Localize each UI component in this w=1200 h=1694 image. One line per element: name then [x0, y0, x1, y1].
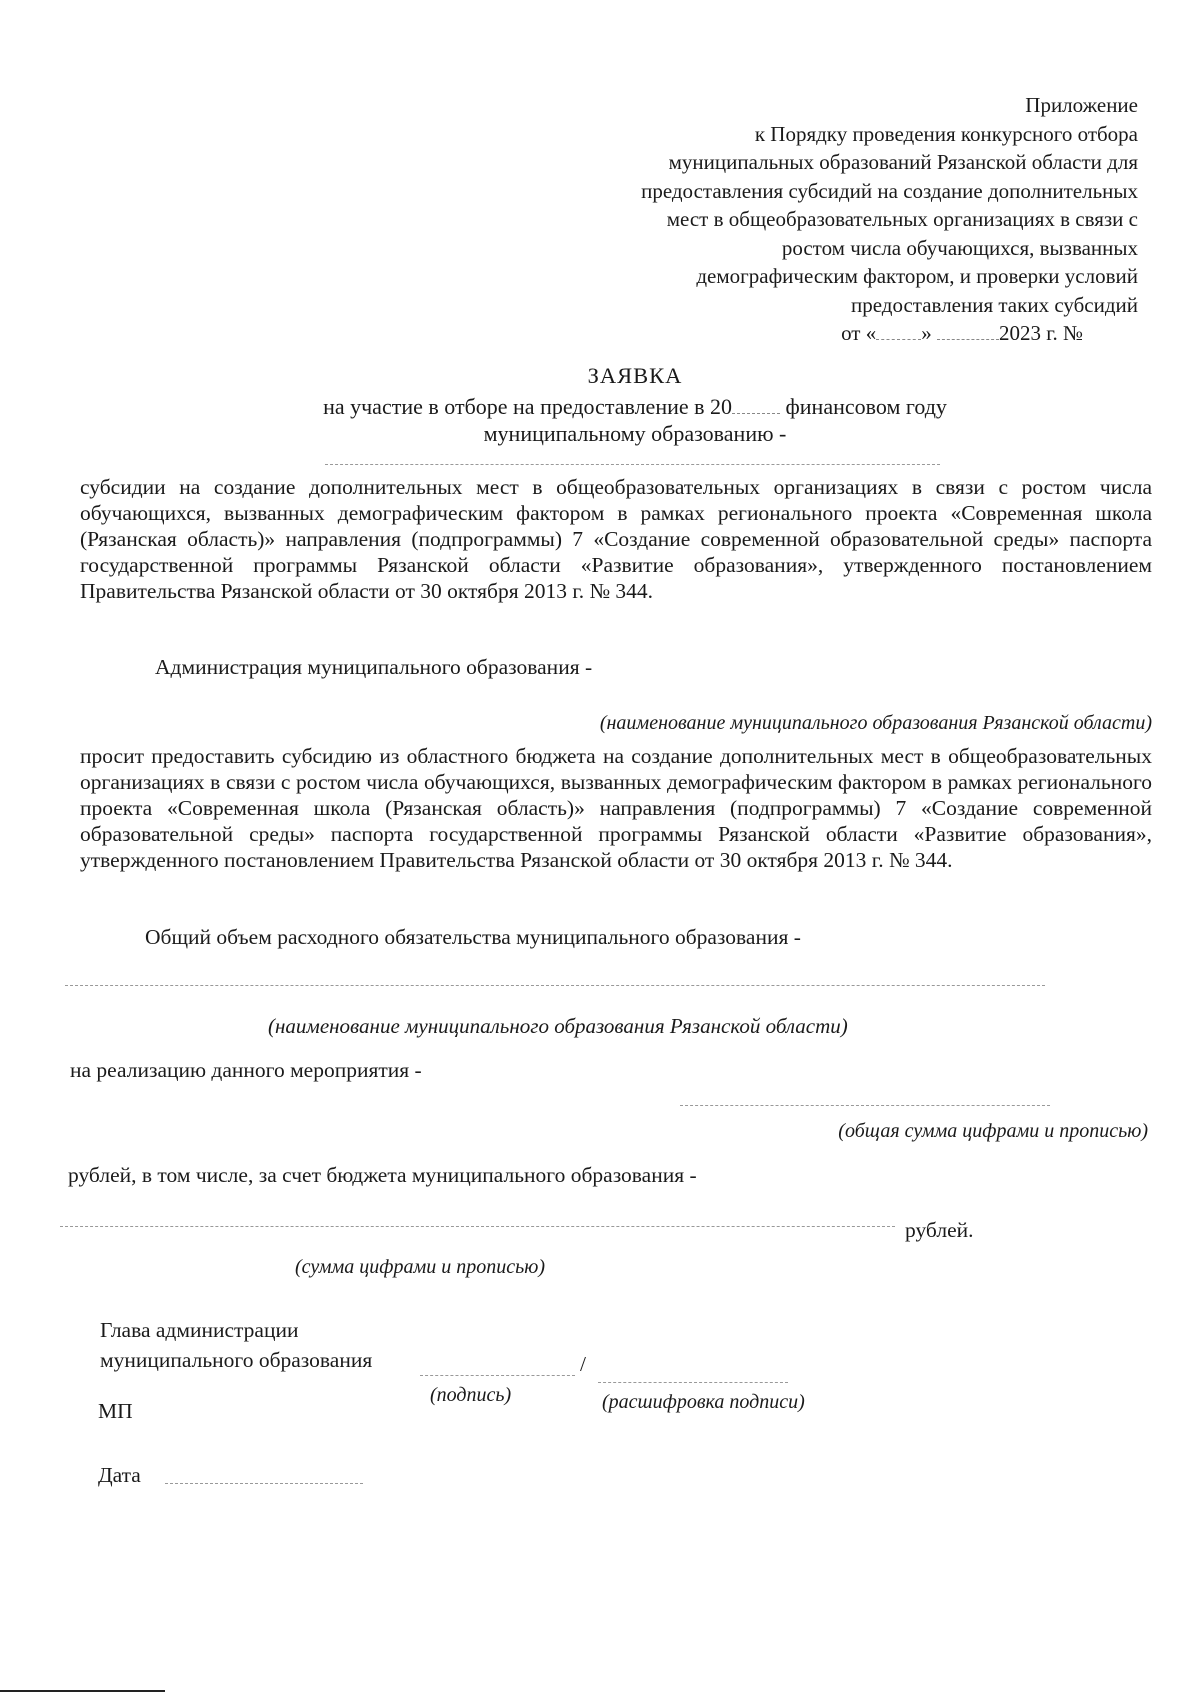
caption-signature: (подпись) — [430, 1384, 512, 1406]
decode-blank — [598, 1382, 788, 1383]
scan-edge-line — [0, 1690, 165, 1692]
budget-sum-blank — [60, 1226, 895, 1227]
appendix-line: мест в общеобразовательных организациях в связи с — [666, 207, 1138, 231]
rubles-label: рублей. — [905, 1218, 974, 1242]
appendix-date-mid: » — [921, 321, 932, 345]
appendix-block — [498, 91, 1138, 348]
appendix-date-year: 2023 г. № — [998, 321, 1083, 345]
doc-title: ЗАЯВКА — [587, 363, 683, 388]
appendix-line: предоставления таких субсидий — [850, 292, 1138, 317]
appendix-line: предоставления субсидий на создание дополнительных — [641, 178, 1138, 203]
mo-name-blank-2 — [65, 985, 1045, 986]
appendix-date-line — [498, 319, 1138, 348]
budget-line: рублей, в том числе, за счет бюджета муниципального образования - — [68, 1163, 697, 1187]
head-title-line1: Глава администрации — [100, 1318, 299, 1342]
caption-mo-name-1: (наименование муниципального образования Рязанской области) — [599, 712, 1152, 734]
subtitle-end: финансовом году — [785, 394, 947, 419]
caption-decode: (расшифровка подписи) — [602, 1391, 805, 1413]
date-blank — [165, 1483, 363, 1484]
year-blank — [732, 397, 780, 414]
paragraph-request: просит предоставить субсидию из областного бюджета на создание дополнительных мест в общеобразовательных организациях в связи с ростом числа обучающихся, вызванных демографическим фактором в рамках регионального проекта «Современная школа (Рязанская область)» направления (подпрограммы) 7 «Создание современной образовательной среды» паспорта государственной программы Рязанской области «Развитие образования», утвержденного постановлением Правительства Рязанской области от 30 октября 2013 г. № 344. — [80, 744, 1152, 872]
head-title-line2: муниципального образования — [100, 1348, 373, 1372]
appendix-date-prefix: от « — [841, 321, 877, 345]
month-blank — [937, 323, 999, 340]
subtitle-start: на участие в отборе на предоставление в 20 — [323, 394, 733, 419]
day-blank — [876, 323, 921, 340]
appendix-line: к Порядку проведения конкурсного отбора — [754, 121, 1138, 146]
stamp-label: МП — [98, 1399, 133, 1423]
date-label: Дата — [98, 1463, 141, 1487]
doc-subtitle — [0, 394, 1200, 420]
appendix-line: ростом числа обучающихся, вызванных — [781, 235, 1138, 260]
event-line: на реализацию данного мероприятия - — [70, 1058, 422, 1082]
appendix-line: демографическим фактором, и проверки условий — [696, 264, 1138, 288]
appendix-line: муниципальных образований Рязанской области для — [668, 150, 1138, 174]
appendix-line: Приложение — [1025, 93, 1138, 117]
signature-blank — [420, 1375, 575, 1376]
doc-subtitle-line2: муниципальному образованию - — [483, 421, 787, 446]
caption-mo-name-2: (наименование муниципального образования Рязанской области) — [268, 1014, 848, 1038]
paragraph-subsidy: субсидии на создание дополнительных мест в общеобразовательных организациях в связи с ростом числа обучающихся, вызванных демографическим фактором в рамках регионального проекта «Современная школа (Рязанская область)» направления (подпрограммы) 7 «Создание современной образовательной среды» паспорта государственной программы Рязанской области «Развитие образования», утвержденного постановлением Правительства Рязанской области от 30 октября 2013 г. № 344. — [80, 475, 1152, 603]
signature-slash: / — [580, 1352, 586, 1376]
caption-sum: (сумма цифрами и прописью) — [295, 1256, 546, 1278]
total-sum-blank — [680, 1105, 1050, 1106]
caption-total-sum: (общая сумма цифрами и прописью) — [838, 1120, 1148, 1142]
total-line: Общий объем расходного обязательства муниципального образования - — [145, 925, 801, 949]
mo-name-blank — [325, 464, 940, 465]
admin-line: Администрация муниципального образования - — [155, 655, 593, 679]
